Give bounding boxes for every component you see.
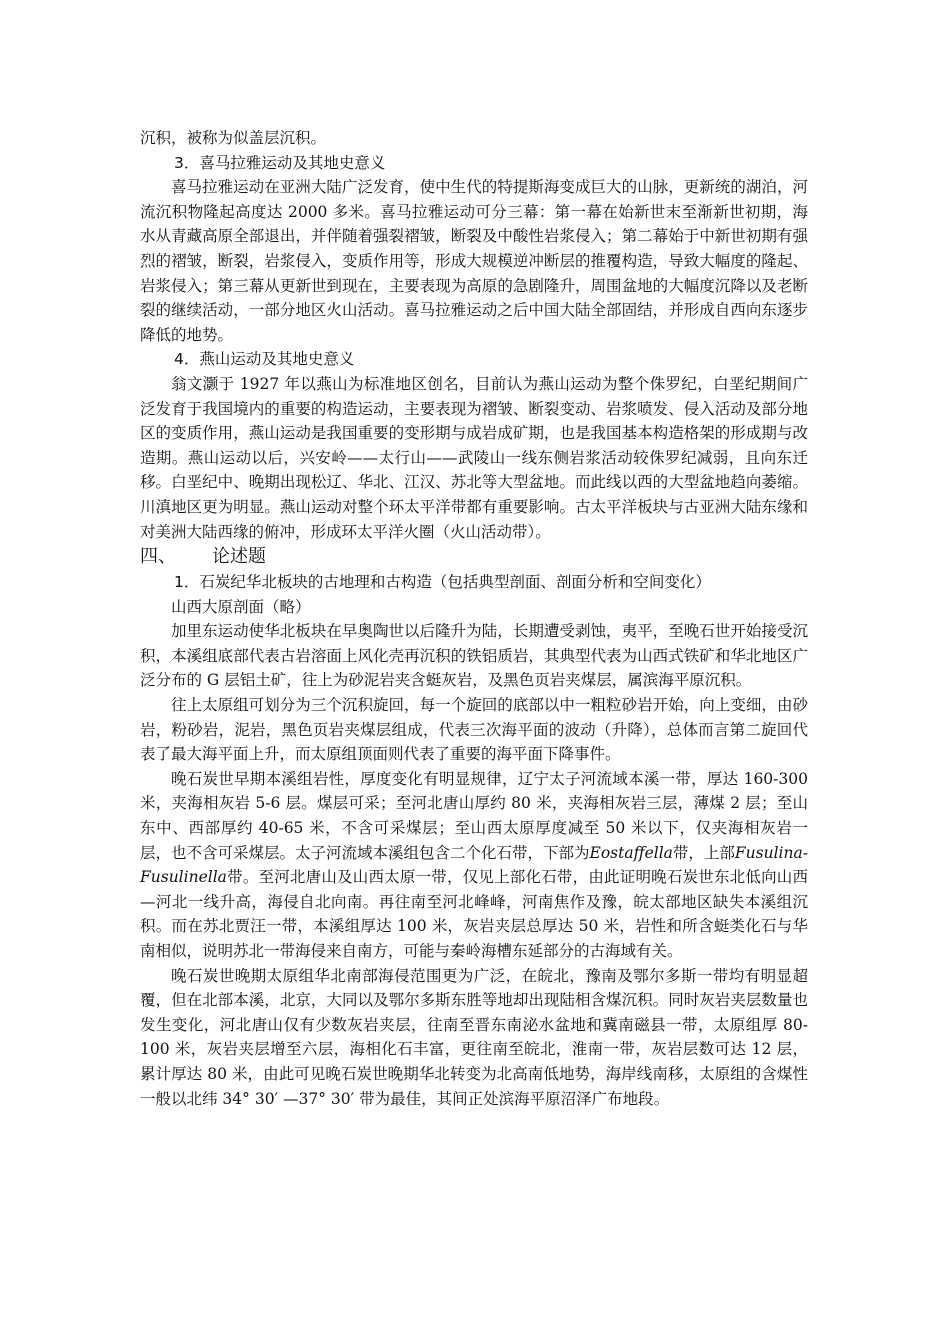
section-heading-essay: [140, 544, 808, 570]
text-run: 带，上部: [672, 843, 735, 862]
paragraph-continuation: 沉积，被称为似盖层沉积。: [140, 129, 327, 147]
paragraph-yanshan: 翁文灏于 1927 年以燕山为标准地区创名，目前认为燕山运动为整个侏罗纪，白垩纪期间广泛发育于我国境内的重要的构造运动，主要表现为褶皱、断裂变动、岩浆喷发、侵入活动及部分地区的变质作用，燕山运动是我国重要的变形期与成岩成矿期，也是我国基本构造格架的形成期与改造期。燕山运动以后，兴安岭——太行山——武陵山一线东侧岩浆活动较侏罗纪减弱，且向东迁移。白垩纪中、晚期出现松辽、华北、江汉、苏北等大型盆地。而此线以西的大型盆地趋向萎缩。川滇地区更为明显。燕山运动对整个环太平洋带都有重要影响。古太平洋板块与古亚洲大陆东缘和对美洲大陆西缘的俯冲，形成环太平洋火圈（火山活动带）。: [140, 374, 808, 541]
paragraph-late-carboniferous-late: 晚石炭世晚期太原组华北南部海侵范围更为广泛，在皖北，豫南及鄂尔多斯一带均有明显超覆，但在北部本溪，北京，大同以及鄂尔多斯东胜等地却出现陆相含煤沉积。同时灰岩夹层数量也发生变化，河北唐山仅有少数灰岩夹层，往南至晋东南泌水盆地和冀南磁县一带，太原组厚 80-100 米，灰岩夹层增至六层，海相化石丰富，更往南至皖北，淮南一带，灰岩层数可达 12 层，累计厚达 80 米，由此可见晚石炭世晚期华北转变为北高南低地势，海岸线南移，太原组的含煤性一般以北纬 34° 30′ —37° 30′ 带为最佳，其间正处滨海平原沼泽广布地段。: [140, 966, 808, 1108]
subheading-himalayan-movement: 3．喜马拉雅运动及其地史意义: [174, 153, 386, 172]
subheading-yanshan-movement: 4．燕山运动及其地史意义: [174, 350, 355, 369]
section-number: 四、: [140, 546, 176, 568]
paragraph-caledonian: 加里东运动使华北板块在早奥陶世以后隆升为陆，长期遭受剥蚀，夷平，至晚石世开始接受沉积，本溪组底部代表古岩溶面上风化壳再沉积的铁铝质岩，其典型代表为山西式铁矿和华北地区广泛分布的 G 层铝土矿，往上为砂泥岩夹含蜓灰岩，及黑色页岩夹煤层，属滨海平原沉积。: [140, 622, 808, 690]
paragraph-section-profile: 山西大原剖面（略）: [171, 597, 311, 616]
paragraph-himalayan: 喜马拉雅运动在亚洲大陆广泛发育，使中生代的特提斯海变成巨大的山脉，更新统的湖泊，河流沉积物隆起高度达 2000 多米。喜马拉雅运动可分三幕：第一幕在始新世末至渐新世初期，海水从青藏高原全部退出，并伴随着强裂褶皱，断裂及中酸性岩浆侵入；第二幕始于中新世初期有强烈的褶皱，断裂，岩浆侵入，变质作用等，形成大规模逆冲断层的推覆构造，导致大幅度的隆起、岩浆侵入；第三幕从更新世到现在，主要表现为高原的急剧隆升，周围盆地的大幅度沉降以及老断裂的继续活动，一部分地区火山活动。喜马拉雅运动之后中国大陆全部固结，并形成自西向东逐步降低的地势。: [140, 178, 808, 344]
fossil-name-fusulina: Fusulina-Fusulinella: [140, 843, 808, 887]
fossil-name-eostaffella: Eostaffella: [589, 843, 673, 862]
text-run: 晚石炭世早期本溪组岩性，厚度变化有明显规律，辽宁太子河流域本溪一带，厚达 160-300 米，夹海相灰岩 5-6 层。煤层可采；至河北唐山厚约 80 米，夹海相灰岩三层，薄煤 2 层；至山东中、西部厚约 40-65 米，不含可采煤层；至山西太原厚度减至 50 米以下，仅夹海相灰岩一层，也不含可采煤层。太子河流域本溪组包含二个化石带，下部为: [140, 769, 808, 862]
paragraph-taiyuan-cycles: 往上太原组可划分为三个沉积旋回，每一个旋回的底部以中一粗粒砂岩开始，向上变细，由砂岩，粉砂岩，泥岩，黑色页岩夹煤层组成，代表三次海平面的波动（升降），总体而言第二旋回代表了最大海平面上升，而太原组顶面则代表了重要的海平面下降事件。: [140, 696, 808, 764]
subheading-carboniferous: 1．石炭纪华北板块的古地理和古构造（包括典型剖面、剖面分析和空间变化）: [174, 573, 711, 592]
text-run: 带。至河北唐山及山西太原一带，仅见上部化石带，由此证明晚石炭世东北低向山西—河北一线升高，海侵自北向南。再往南至河北峰峰，河南焦作及豫，皖太部地区缺失本溪组沉积。而在苏北贾汪一带，本溪组厚达 100 米，灰岩夹层总厚达 50 米，岩性和所含蜓类化石与华南相似，说明苏北一带海侵来自南方，可能与秦岭海槽东延部分的古海域有关。: [140, 868, 808, 960]
document-page: [140, 126, 808, 1111]
section-title: 论述题: [212, 546, 266, 568]
paragraph-late-carboniferous-early: [140, 767, 808, 964]
